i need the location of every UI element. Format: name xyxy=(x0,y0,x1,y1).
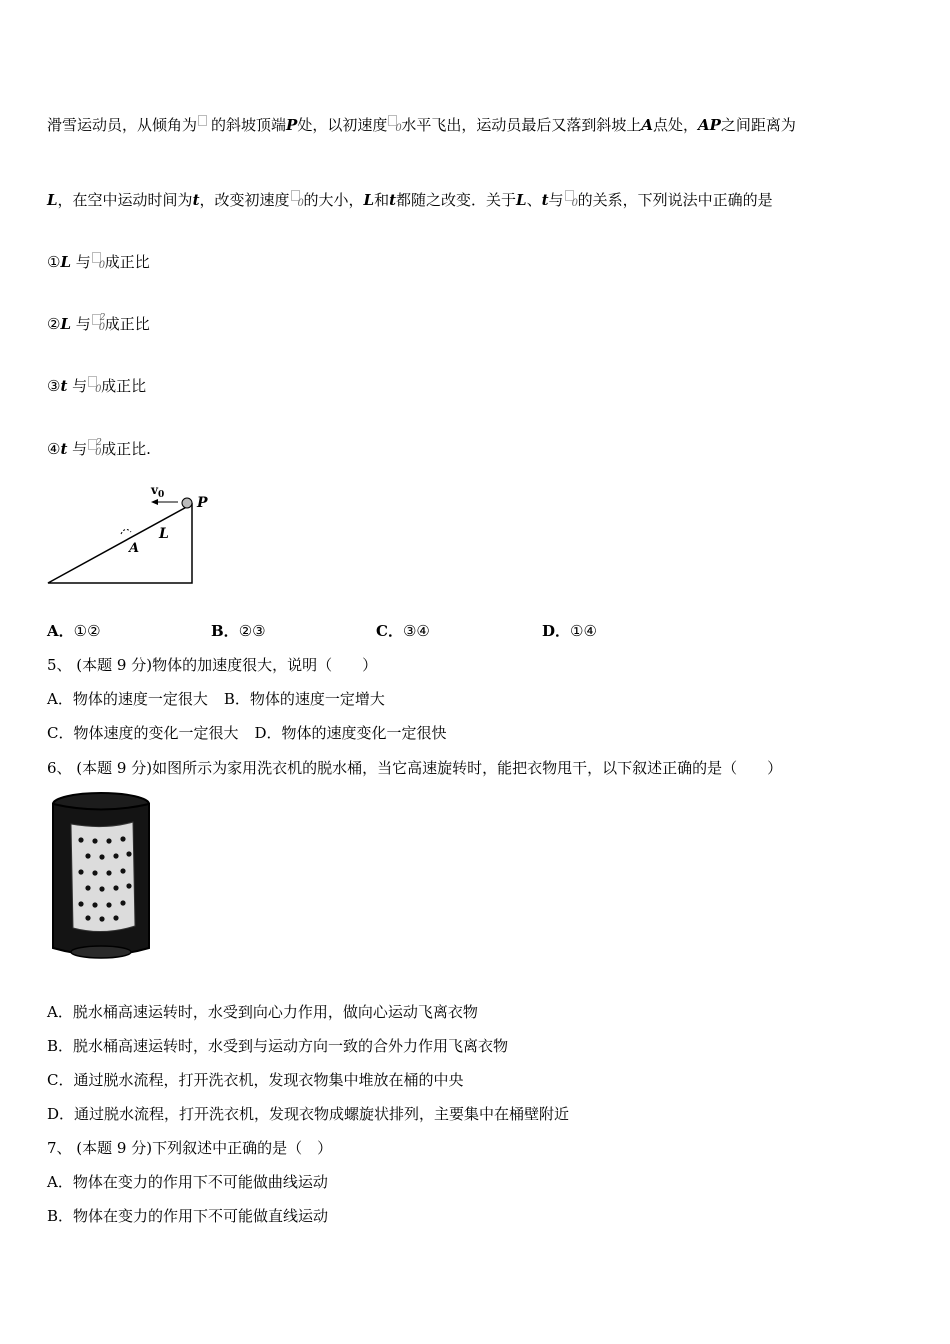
choice-b[interactable]: B．②③ xyxy=(211,622,266,640)
v0-placeholder: 0 xyxy=(87,376,101,392)
q5-options-ab xyxy=(47,689,385,709)
choice-d[interactable]: D．①④ xyxy=(542,622,597,640)
q5-option-a[interactable]: A．物体的速度一定很大 xyxy=(47,690,208,708)
q5-options-cd xyxy=(47,723,447,743)
choice-c[interactable]: C．③④ xyxy=(376,622,430,640)
q6-stem: 6、 (本题 9 分)如图所示为家用洗衣机的脱水桶，当它高速旋转时，能把衣物甩干，以下叙述正确的是（ ） xyxy=(47,759,783,777)
theta-placeholder xyxy=(197,115,211,131)
slope-figure xyxy=(45,480,225,590)
q4-choices xyxy=(47,620,747,640)
statement-4: ④t 与 2 0 成正比. xyxy=(47,438,151,458)
q6-option-c[interactable]: C．通过脱水流程，打开洗衣机，发现衣物集中堆放在桶的中央 xyxy=(47,1071,464,1089)
statement-1: ①L 与 0 成正比 xyxy=(47,253,150,271)
v0-placeholder: 0 xyxy=(91,252,105,268)
q6-option-a[interactable]: A．脱水桶高速运转时，水受到向心力作用，做向心运动飞离衣物 xyxy=(47,1003,478,1021)
q4-stem-line1: 滑雪运动员，从倾角为 的斜坡顶端P处，以初速度 0 水平飞出，运动员最后又落到斜坡上A点处，AP之间距离为 xyxy=(47,116,796,134)
q5-option-b[interactable]: B．物体的速度一定增大 xyxy=(223,690,385,708)
q4-stem-line2: L，在空中运动时间为t，改变初速度 0 的大小，L和t都随之改变．关于L、t与 0 的关系，下列说法中正确的是 xyxy=(47,191,773,209)
q5-option-c[interactable]: C．物体速度的变化一定很大 xyxy=(47,724,239,742)
spin-drum-figure xyxy=(45,790,160,962)
v0-placeholder: 0 xyxy=(564,190,578,206)
v0-squared-placeholder: 2 0 xyxy=(91,314,105,330)
q7-option-b[interactable]: B．物体在变力的作用下不可能做直线运动 xyxy=(47,1207,329,1225)
p-label: P xyxy=(197,495,208,511)
v0-placeholder: 0 xyxy=(387,115,401,131)
v0-placeholder: 0 xyxy=(290,190,304,206)
velocity-arrowhead xyxy=(151,499,158,505)
q5-stem: 5、 (本题 9 分)物体的加速度很大，说明（ ） xyxy=(47,656,378,674)
q7-stem: 7、 (本题 9 分)下列叙述中正确的是（ ） xyxy=(47,1139,333,1157)
q5-option-d[interactable]: D．物体的速度变化一定很快 xyxy=(254,724,447,742)
q6-option-b[interactable]: B．脱水桶高速运转时，水受到与运动方向一致的合外力作用飞离衣物 xyxy=(47,1037,509,1055)
landing-arc xyxy=(121,529,131,534)
q7-option-a[interactable]: A．物体在变力的作用下不可能做曲线运动 xyxy=(47,1173,328,1191)
l-label: L xyxy=(159,526,169,542)
statement-3: ③t 与 0 成正比 xyxy=(47,377,147,395)
a-label: A xyxy=(129,541,140,556)
v0-label: $v_0$ xyxy=(151,483,165,500)
choice-a[interactable]: A．①② xyxy=(47,622,101,640)
statement-2: ②L 与 2 0 成正比 xyxy=(47,313,150,333)
v0-squared-placeholder: 2 0 xyxy=(87,439,101,455)
slope-triangle xyxy=(48,504,192,583)
skier-ball xyxy=(182,498,192,508)
q6-option-d[interactable]: D．通过脱水流程，打开洗衣机，发现衣物成螺旋状排列，主要集中在桶壁附近 xyxy=(47,1105,570,1123)
drum-base xyxy=(71,946,131,958)
